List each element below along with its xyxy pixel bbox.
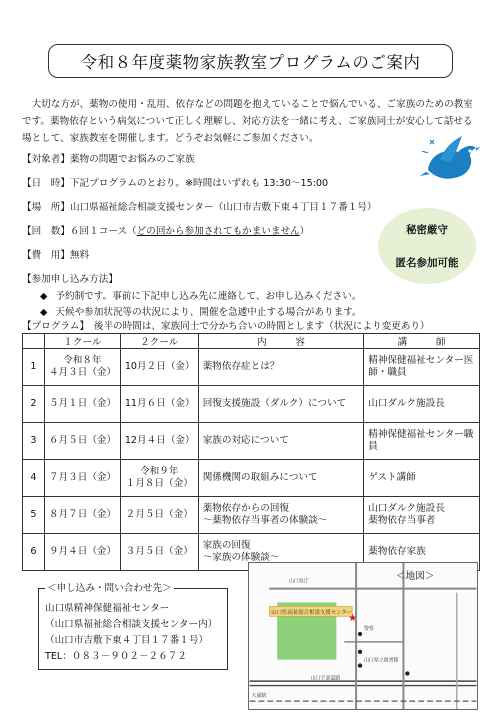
badge-secret: 秘密厳守 bbox=[406, 224, 448, 236]
contact-heading: ＜申し込み・問い合わせ先＞ bbox=[45, 581, 174, 597]
table-cell-num: 1 bbox=[23, 349, 45, 386]
place-line: 【場 所】山口県福祉総合相談支援センター（山口市吉敷下東４丁目１７番１号） bbox=[22, 202, 377, 213]
table-cell-c2: 10月２日（金） bbox=[120, 349, 198, 386]
bullet-text: 天候や参加状況等の状況により、開催を急遽中止する場合があります。 bbox=[55, 307, 362, 318]
table-row bbox=[23, 497, 480, 534]
table-cell-c3: 家族の対応について bbox=[198, 423, 364, 460]
svg-text:大歳駅: 大歳駅 bbox=[251, 693, 267, 700]
header-cool1: １クール bbox=[44, 334, 120, 349]
program-heading: 【プログラム】 後半の時間は、家族同士で分かち合いの時間とします（状況により変更あり） bbox=[22, 321, 430, 332]
table-cell-c1: ６月５日（金） bbox=[44, 423, 120, 460]
table-cell-num: 6 bbox=[23, 534, 45, 571]
table-cell-c2: 令和９年 １月８日（金） bbox=[120, 460, 198, 497]
map-label: ＜地図＞ bbox=[396, 571, 435, 582]
table-cell-c3: 家族の回復 ～家族の体験談～ bbox=[198, 534, 364, 571]
table-row bbox=[23, 423, 480, 460]
target-line: 【対象者】薬物の問題でお悩みのご家族 bbox=[22, 154, 195, 165]
table-cell-c3: 薬物依存からの回復 ～薬物依存当事者の体験談～ bbox=[198, 497, 364, 534]
table-cell-c3: 薬物依存症とは？ bbox=[198, 349, 364, 386]
location-map bbox=[248, 562, 478, 710]
program-table bbox=[22, 333, 480, 571]
table-cell-c1: ８月７日（金） bbox=[44, 497, 120, 534]
table-row bbox=[23, 386, 480, 423]
header-num bbox=[23, 334, 45, 349]
count-note: どの回から参加されてもかまいません bbox=[136, 226, 300, 237]
table-header-row bbox=[23, 334, 480, 349]
table-row bbox=[23, 349, 480, 386]
diamond-icon: ◆ bbox=[40, 291, 48, 302]
table-cell-c4: ゲスト講師 bbox=[364, 460, 480, 497]
contact-box bbox=[38, 583, 228, 670]
table-cell-num: 4 bbox=[23, 460, 45, 497]
bullet-item bbox=[40, 288, 361, 302]
count-suffix: ） bbox=[299, 226, 310, 237]
table-cell-c2: ２月５日（金） bbox=[120, 497, 198, 534]
table-cell-c1: 令和８年 ４月３日（金） bbox=[44, 349, 120, 386]
table-cell-c1: ５月１日（金） bbox=[44, 386, 120, 423]
contact-line: 山口県精神保健福祉センター bbox=[45, 603, 170, 614]
bird-icon bbox=[420, 130, 480, 194]
svg-text:山口宇部道路: 山口宇部道路 bbox=[310, 675, 341, 682]
count-line bbox=[22, 223, 309, 237]
header-lecturer: 講 師 bbox=[364, 334, 480, 349]
table-cell-c2: 12月４日（金） bbox=[120, 423, 198, 460]
table-row bbox=[23, 460, 480, 497]
table-cell-c2: ３月５日（金） bbox=[120, 534, 198, 571]
map-star-icon: ★ bbox=[348, 613, 358, 625]
bullet-text: 予約制です。事前に下記申し込み先に連絡して、お申し込みください。 bbox=[55, 291, 362, 302]
table-cell-c4: 精神保健福祉センター医師・職員 bbox=[364, 349, 480, 386]
table-cell-c4: 薬物依存家族 bbox=[364, 534, 480, 571]
table-cell-num: 3 bbox=[23, 423, 45, 460]
header-cool2: ２クール bbox=[120, 334, 198, 349]
table-cell-num: 2 bbox=[23, 386, 45, 423]
page-title: 令和８年度薬物家族教室プログラムのご案内 bbox=[48, 44, 453, 78]
contact-line: （山口県福祉総合相談支援センター内） bbox=[45, 619, 218, 630]
contact-phone: TEL：０８３－９０２－２６７２ bbox=[45, 651, 187, 662]
header-content: 内 容 bbox=[198, 334, 364, 349]
table-cell-c3: 回復支援施設（ダルク）について bbox=[198, 386, 364, 423]
intro-text: 大切な方が、薬物の使用・乱用、依存などの問題を抱えていることで悩んでいる、ご家族のための教室です。薬物依存という病気について正しく理解し、対応方法を一緒に考え、ご家族同士が安心して話せる場として、家族教室を開催します。どうぞお気軽にご参加ください。 bbox=[22, 99, 473, 144]
apply-heading: 【参加申し込み方法】 bbox=[22, 274, 118, 285]
table-cell-num: 5 bbox=[23, 497, 45, 534]
table-cell-c4: 精神保健福祉センター職員 bbox=[364, 423, 480, 460]
table-cell-c4: 山口ダルク施設長 bbox=[364, 386, 480, 423]
table-cell-c4: 山口ダルク施設長 薬物依存当事者 bbox=[364, 497, 480, 534]
feature-badge bbox=[378, 208, 476, 284]
svg-text:警察: 警察 bbox=[363, 626, 374, 633]
table-cell-c1: ７月３日（金） bbox=[44, 460, 120, 497]
map-center-label: 山口県福祉総合相談支援センター bbox=[271, 609, 353, 616]
bullet-item bbox=[40, 304, 362, 318]
count-prefix: 【回 数】６回１コース（ bbox=[22, 226, 137, 237]
svg-text:山口県立図書館: 山口県立図書館 bbox=[363, 657, 399, 664]
table-cell-c2: 11月６日（金） bbox=[120, 386, 198, 423]
contact-line: （山口市吉敷下東４丁目１７番１号） bbox=[45, 635, 209, 646]
fee-line: 【費 用】無料 bbox=[22, 250, 90, 261]
svg-text:山口県庁: 山口県庁 bbox=[289, 578, 309, 585]
date-line: 【日 時】下記プログラムのとおり。※時間はいずれも 13:30～15:00 bbox=[22, 178, 329, 189]
table-cell-c3: 関係機関の取組みについて bbox=[198, 460, 364, 497]
badge-anonymous: 匿名参加可能 bbox=[395, 257, 459, 269]
table-cell-c1: ９月４日（金） bbox=[44, 534, 120, 571]
diamond-icon: ◆ bbox=[40, 307, 48, 318]
